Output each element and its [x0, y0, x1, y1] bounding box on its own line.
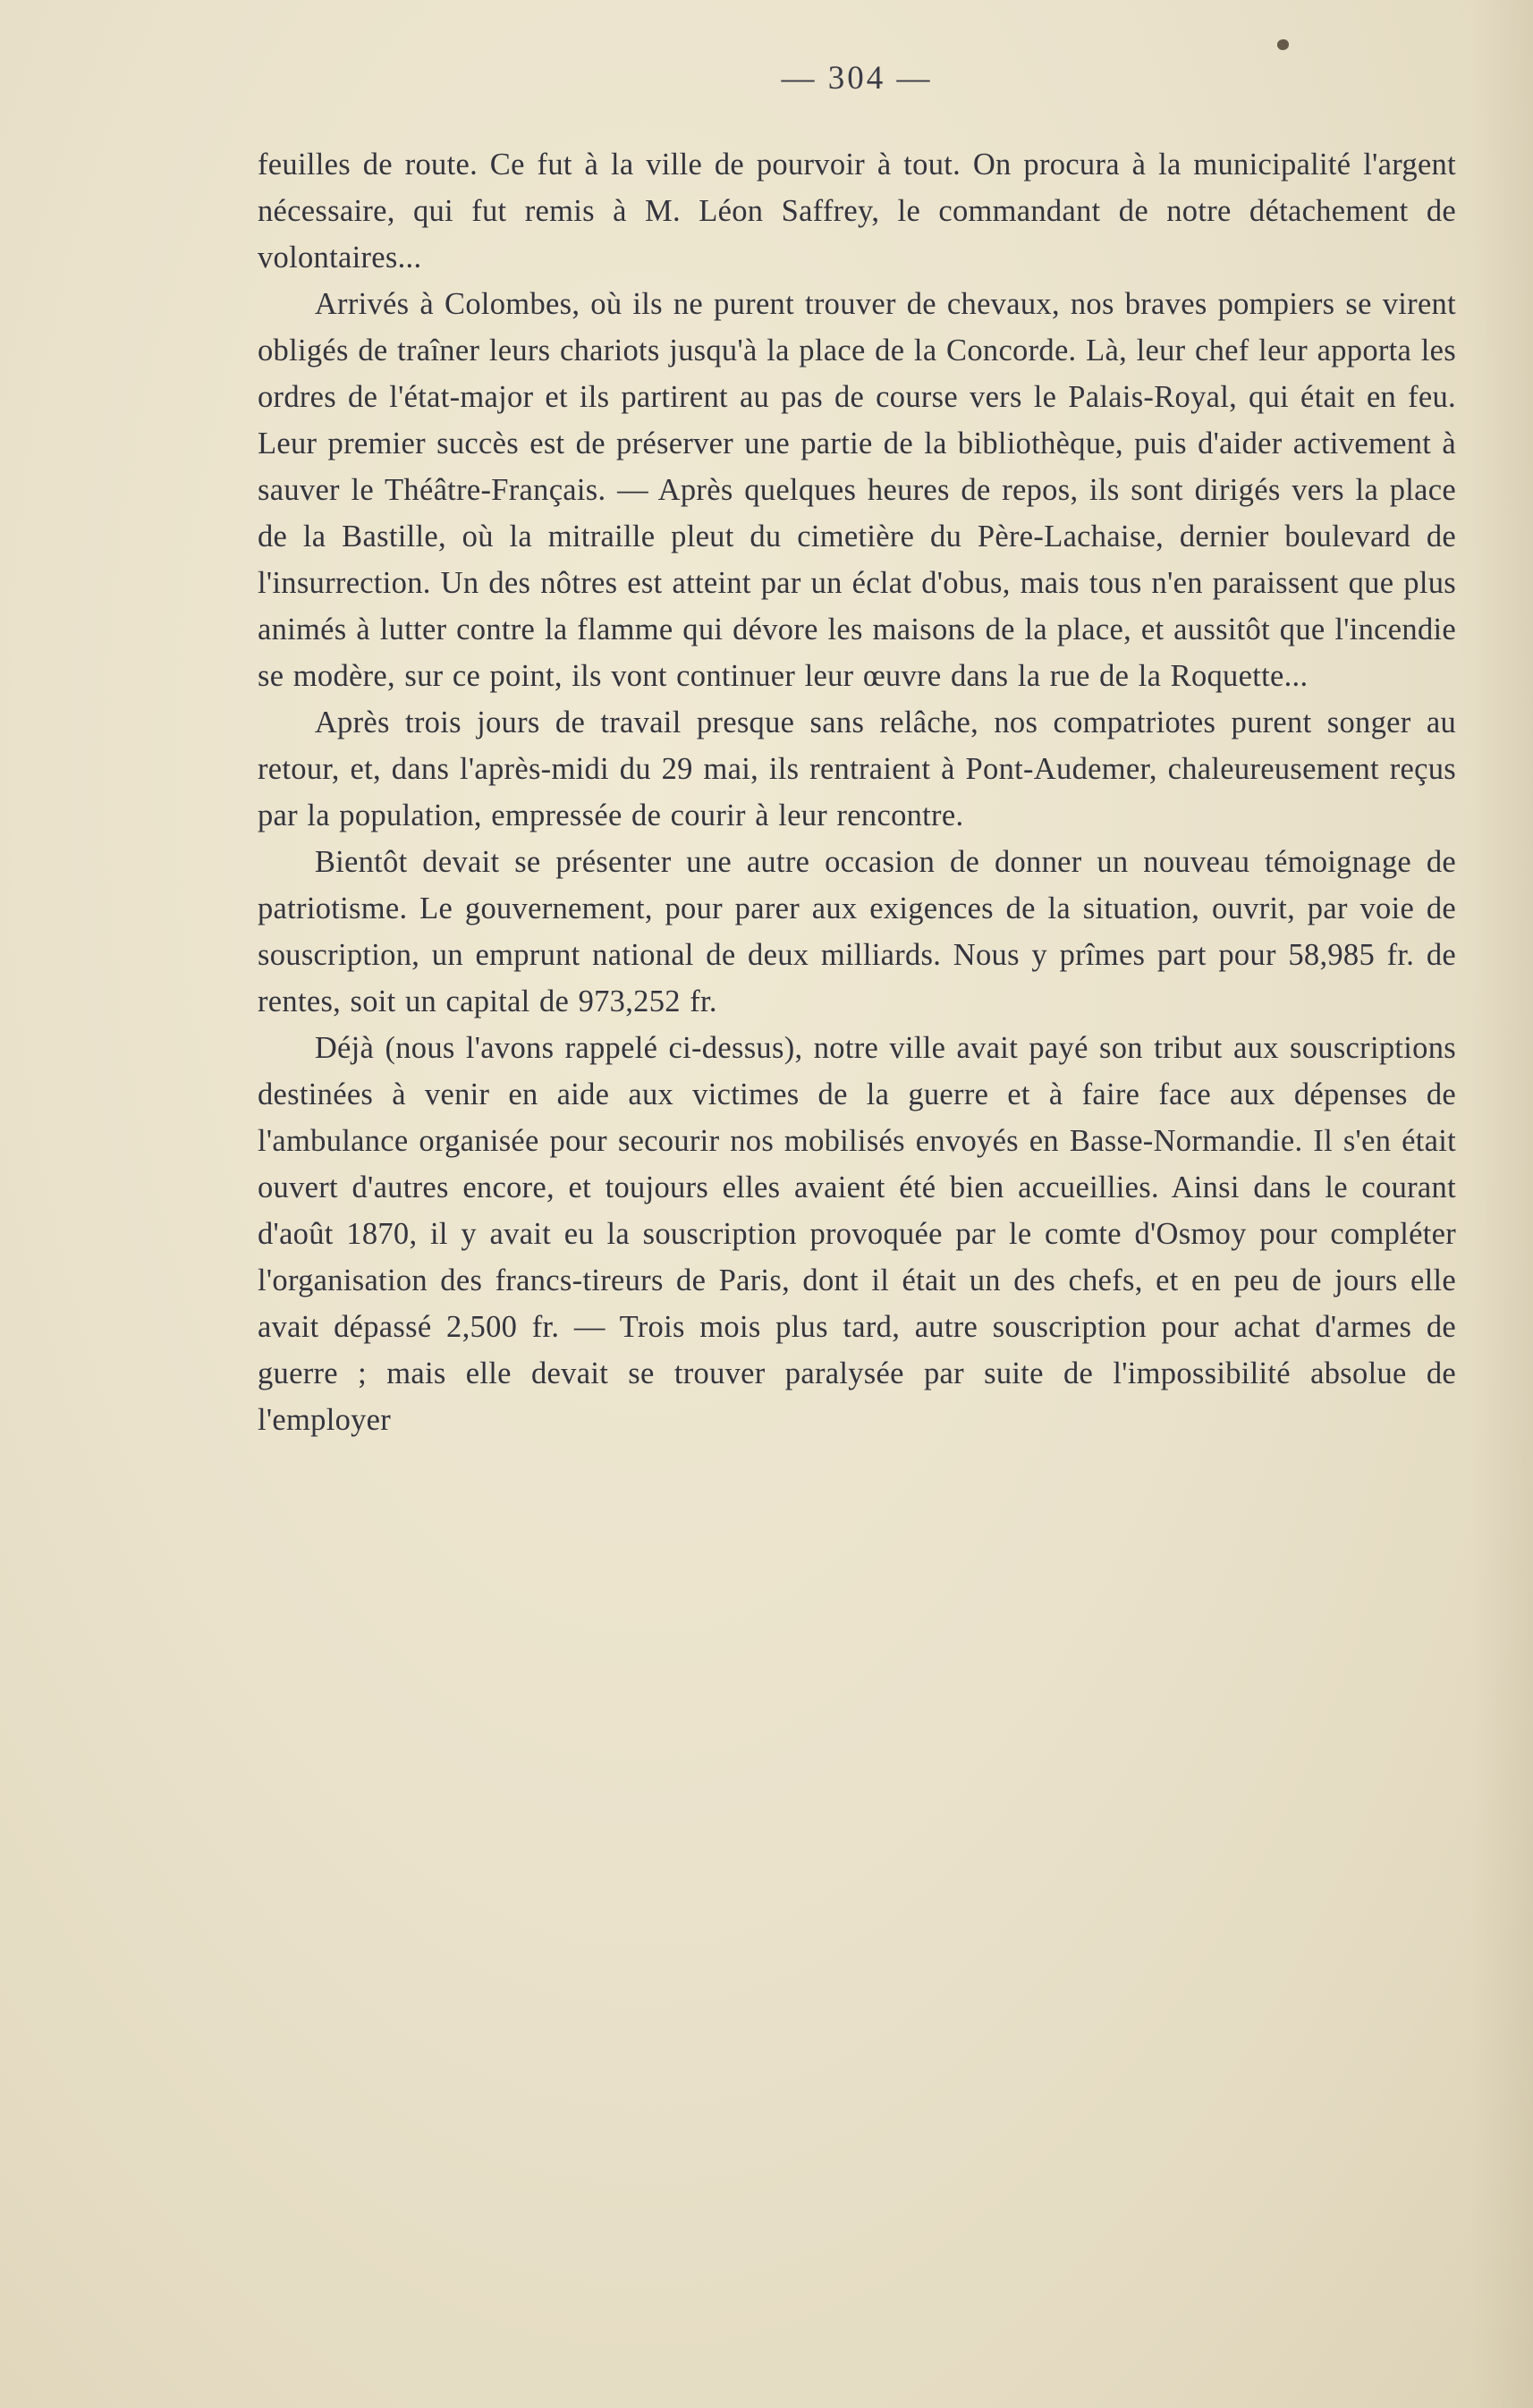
text-block — [258, 141, 1456, 1443]
page-number: — 304 — — [781, 60, 933, 97]
paragraph: Bientôt devait se présenter une autre occasion de donner un nouveau témoignage de patriotisme. Le gouvernement, pour parer aux exigences de la situation, ouvrit, par voie de souscription, un emprunt national de deux milliards. Nous y prîmes part pour 58,985 fr. de rentes, soit un capital de 973,252 fr. — [258, 845, 1456, 1018]
paragraph: Après trois jours de travail presque sans relâche, nos compatriotes purent songer au retour, et, dans l'après-midi du 29 mai, ils rentraient à Pont-Audemer, chaleureusement reçus par la population, empressée de courir à leur rencontre. — [258, 706, 1456, 832]
paragraph: feuilles de route. Ce fut à la ville de pourvoir à tout. On procura à la municipalité l'argent nécessaire, qui fut remis à M. Léon Saffrey, le commandant de notre détachement de volontaires... — [258, 148, 1456, 275]
paragraph: Arrivés à Colombes, où ils ne purent trouver de chevaux, nos braves pompiers se virent obligés de traîner leurs chariots jusqu'à la place de la Concorde. Là, leur chef leur apporta les ordres de l'état-major et ils partirent au pas de course vers le Palais-Royal, qui était en feu. Leur premier succès est de préserver une partie de la bibliothèque, puis d'aider activement à sauver le Théâtre-Français. — Après quelques heures de repos, ils sont dirigés vers la place de la Bastille, où la mitraille pleut du cimetière du Père-Lachaise, dernier boulevard de l'insurrection. Un des nôtres est atteint par un éclat d'obus, mais tous n'en paraissent que plus animés à lutter contre la flamme qui dévore les maisons de la place, et aussitôt que l'incendie se modère, sur ce point, ils vont continuer leur œuvre dans la rue de la Roquette... — [258, 287, 1456, 693]
paragraph: Déjà (nous l'avons rappelé ci-dessus), notre ville avait payé son tribut aux souscriptions destinées à venir en aide aux victimes de la guerre et à faire face aux dépenses de l'ambulance organisée pour secourir nos mobilisés envoyés en Basse-Normandie. Il s'en était ouvert d'autres encore, et toujours elles avaient été bien accueillies. Ainsi dans le courant d'août 1870, il y avait eu la souscription provoquée par le comte d'Osmoy pour compléter l'organisation des francs-tireurs de Paris, dont il était un des chefs, et en peu de jours elle avait dépassé 2,500 fr. — Trois mois plus tard, autre souscription pour achat d'armes de guerre ; mais elle devait se trouver paralysée par suite de l'impossibilité absolue de l'employer — [258, 1031, 1456, 1437]
paper-speck — [1277, 39, 1289, 50]
